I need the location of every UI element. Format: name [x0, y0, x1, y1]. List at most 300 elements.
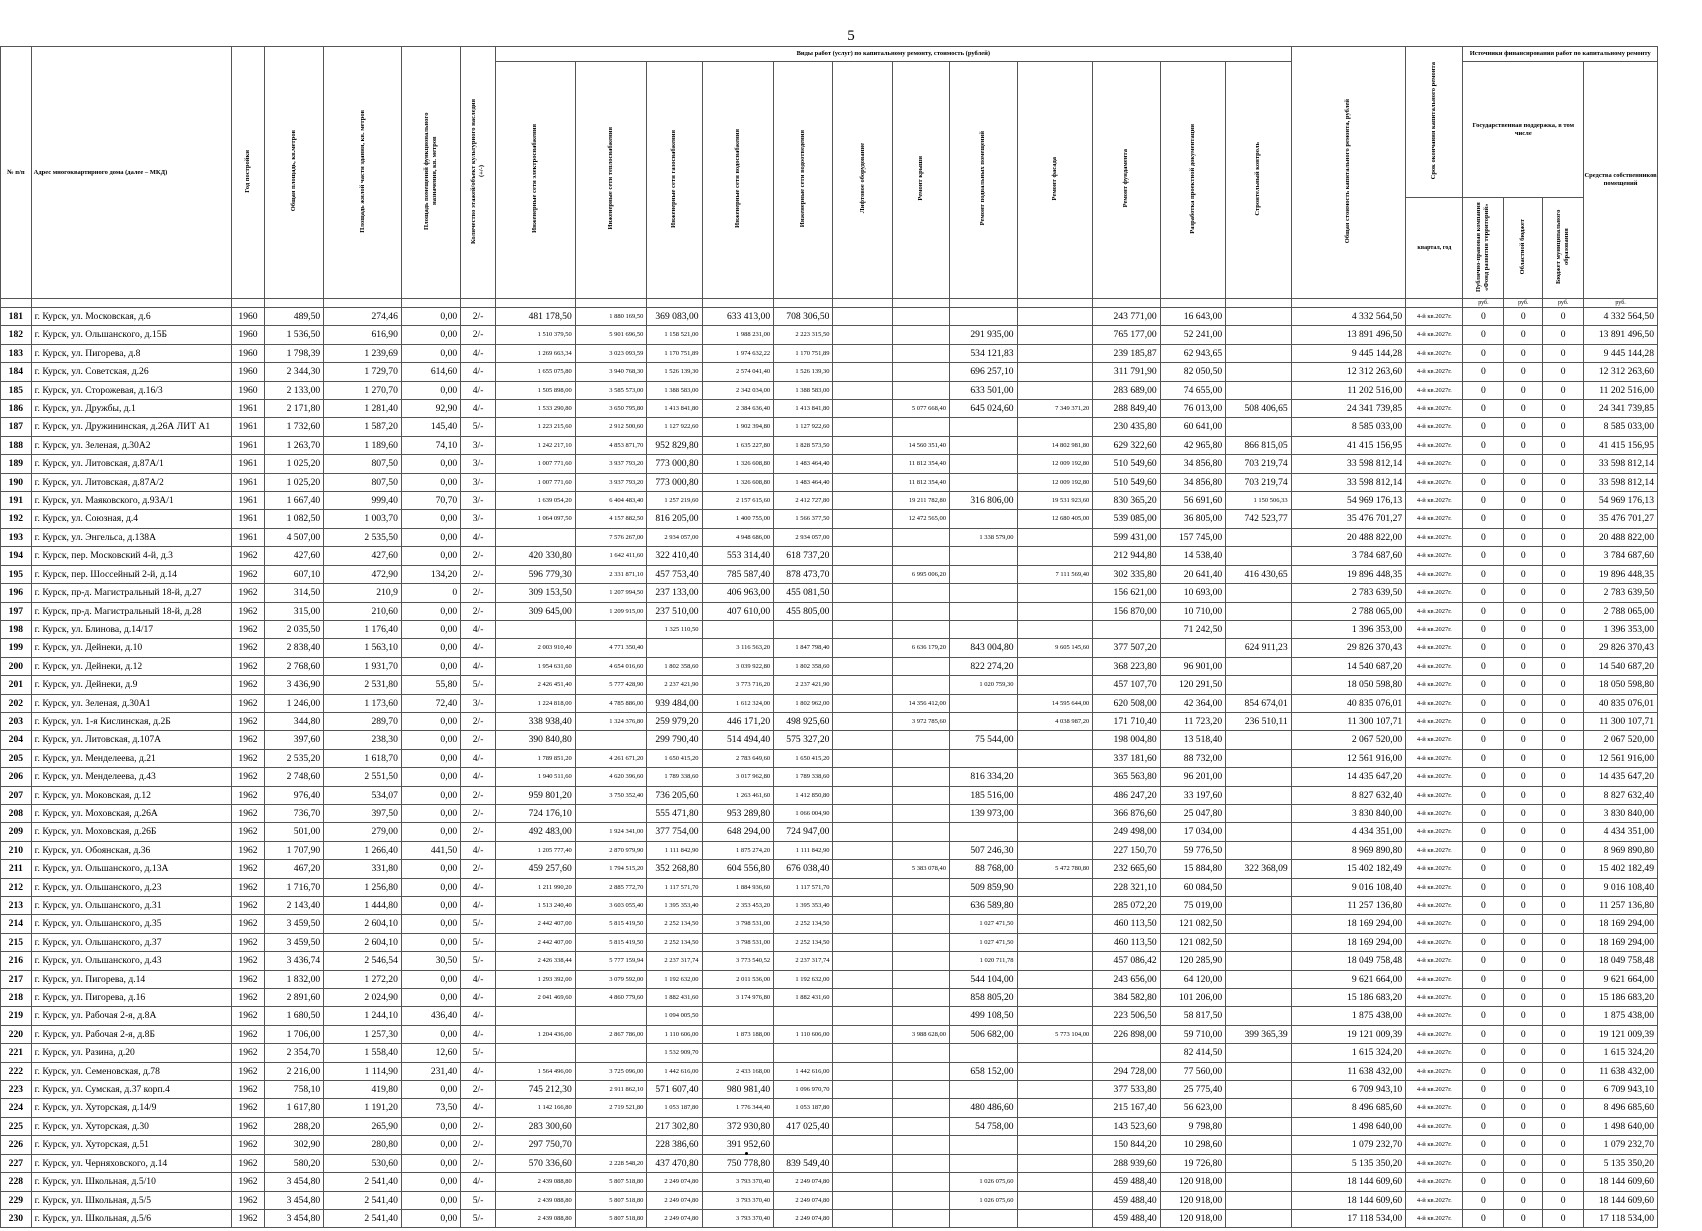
header-gas: Инженерные сети газоснабжения: [647, 62, 702, 299]
table-cell: 3 650 795,80: [575, 400, 647, 418]
table-cell: 220: [1, 1025, 32, 1043]
table-cell: 56 623,00: [1160, 1099, 1225, 1117]
table-cell: 243 656,00: [1093, 970, 1161, 988]
table-cell: г. Курск, ул. Хуторская, д.30: [31, 1117, 231, 1135]
table-cell: 3 773 716,20: [702, 676, 774, 694]
table-cell: 212 944,80: [1093, 547, 1161, 565]
table-cell: 1962: [232, 786, 265, 804]
table-cell: 366 876,60: [1093, 804, 1161, 822]
table-cell: 75 019,00: [1160, 897, 1225, 915]
table-cell: 229: [1, 1191, 32, 1209]
table-cell: [950, 510, 1018, 528]
table-cell: 4/-: [461, 1007, 496, 1025]
table-cell: 2 143,40: [264, 897, 323, 915]
table-cell: 3 972 785,60: [892, 712, 949, 730]
table-cell: 1 902 394,80: [702, 418, 774, 436]
table-cell: 1962: [232, 565, 265, 583]
table-cell: 2 412 727,80: [774, 492, 833, 510]
table-cell: 0: [1543, 1099, 1584, 1117]
table-cell: 2/-: [461, 1081, 496, 1099]
table-cell: 708 306,50: [774, 308, 833, 326]
table-cell: 19 726,80: [1160, 1154, 1225, 1172]
table-cell: 2/-: [461, 1117, 496, 1135]
table-cell: [892, 418, 949, 436]
table-cell: 0: [1543, 712, 1584, 730]
table-cell: 5/-: [461, 915, 496, 933]
table-cell: 1 513 240,40: [495, 897, 575, 915]
table-cell: [1226, 1062, 1292, 1080]
table-cell: 0,00: [401, 823, 460, 841]
table-cell: 0,00: [401, 1154, 460, 1172]
table-cell: [1226, 1191, 1292, 1209]
table-cell: 2 354,70: [264, 1044, 323, 1062]
table-cell: 599 431,00: [1093, 528, 1161, 546]
table-cell: 854 674,01: [1226, 694, 1292, 712]
table-cell: 457 086,42: [1093, 952, 1161, 970]
table-row: [1, 639, 1658, 657]
table-cell: 1 395 353,40: [774, 897, 833, 915]
table-cell: [892, 841, 949, 859]
table-cell: [892, 952, 949, 970]
table-cell: 3 116 563,20: [702, 639, 774, 657]
table-cell: [1226, 584, 1292, 602]
table-row: [1, 952, 1658, 970]
table-cell: [1226, 528, 1292, 546]
table-cell: 4/-: [461, 620, 496, 638]
table-cell: 55,80: [401, 676, 460, 694]
table-cell: [1226, 326, 1292, 344]
table-cell: 56 691,60: [1160, 492, 1225, 510]
table-cell: 976,40: [264, 786, 323, 804]
table-cell: 3 773 540,52: [702, 952, 774, 970]
table-cell: 283 689,00: [1093, 381, 1161, 399]
table-cell: 4 853 871,70: [575, 436, 647, 454]
table-cell: г. Курск, ул. Школьная, д.5/5: [31, 1191, 231, 1209]
table-cell: 0: [1543, 1007, 1584, 1025]
table-cell: 11 202 516,00: [1584, 381, 1658, 399]
table-cell: 0,00: [401, 915, 460, 933]
table-cell: 3 023 093,59: [575, 344, 647, 362]
table-cell: 3/-: [461, 473, 496, 491]
table-cell: г. Курск, ул. Дейнеки, д.10: [31, 639, 231, 657]
table-cell: 417 025,40: [774, 1117, 833, 1135]
table-cell: 0: [1463, 308, 1504, 326]
table-cell: 17 118 534,00: [1291, 1209, 1406, 1227]
table-cell: 2 157 615,60: [702, 492, 774, 510]
table-cell: 377 754,00: [647, 823, 702, 841]
table-cell: 12 561 916,00: [1584, 749, 1658, 767]
table-cell: 18 049 758,48: [1584, 952, 1658, 970]
table-cell: [833, 989, 892, 1007]
table-row: [1, 915, 1658, 933]
table-cell: 221: [1, 1044, 32, 1062]
table-cell: 830 365,20: [1093, 492, 1161, 510]
table-cell: 1 117 571,70: [774, 878, 833, 896]
table-cell: 0: [1543, 639, 1584, 657]
table-cell: 0,00: [401, 455, 460, 473]
table-cell: 4-й кв.2027г.: [1406, 768, 1463, 786]
table-cell: 1 272,20: [324, 970, 402, 988]
table-cell: 0: [1463, 897, 1504, 915]
table-cell: 11 812 354,40: [892, 455, 949, 473]
table-cell: г. Курск, ул. Школьная, д.5/6: [31, 1209, 231, 1227]
table-cell: [950, 436, 1018, 454]
table-cell: 0: [1504, 547, 1543, 565]
table-cell: 35 476 701,27: [1291, 510, 1406, 528]
table-cell: 145,40: [401, 418, 460, 436]
table-cell: 5 383 078,40: [892, 860, 949, 878]
table-cell: 1 027 471,50: [950, 933, 1018, 951]
header-heat: Инженерные сети теплоснабжения: [575, 62, 647, 299]
table-cell: [1017, 749, 1093, 767]
table-cell: 0: [1463, 804, 1504, 822]
table-cell: 25 775,40: [1160, 1081, 1225, 1099]
table-cell: 8 827 632,40: [1291, 786, 1406, 804]
table-cell: 4/-: [461, 363, 496, 381]
table-cell: 3 940 768,30: [575, 363, 647, 381]
table-cell: 0: [1504, 712, 1543, 730]
unit-cell: [1406, 299, 1463, 308]
table-cell: 3 725 096,00: [575, 1062, 647, 1080]
unit-cell: [495, 299, 575, 308]
table-cell: 0: [1504, 1099, 1543, 1117]
table-cell: 397,50: [324, 804, 402, 822]
table-cell: [774, 1136, 833, 1154]
table-cell: [892, 768, 949, 786]
table-cell: 1962: [232, 952, 265, 970]
unit-cell: [702, 299, 774, 308]
table-cell: г. Курск, ул. Ольшанского, д.43: [31, 952, 231, 970]
table-cell: 2 783 649,60: [702, 749, 774, 767]
table-cell: [892, 749, 949, 767]
table-cell: г. Курск, ул. Черняховского, д.14: [31, 1154, 231, 1172]
table-cell: 2 249 074,80: [774, 1173, 833, 1191]
table-cell: [1017, 731, 1093, 749]
table-cell: 4/-: [461, 970, 496, 988]
table-cell: 74 655,00: [1160, 381, 1225, 399]
table-cell: 2 171,80: [264, 400, 323, 418]
table-cell: 0: [1504, 676, 1543, 694]
table-cell: 18 049 758,48: [1291, 952, 1406, 970]
table-cell: 4-й кв.2027г.: [1406, 473, 1463, 491]
table-cell: [833, 768, 892, 786]
table-cell: 1 007 771,60: [495, 455, 575, 473]
table-cell: [833, 823, 892, 841]
table-cell: [892, 989, 949, 1007]
table-cell: [950, 547, 1018, 565]
table-cell: 302 335,80: [1093, 565, 1161, 583]
table-cell: 193: [1, 528, 32, 546]
table-cell: 2 891,60: [264, 989, 323, 1007]
table-cell: 0: [1504, 455, 1543, 473]
table-cell: 14 435 647,20: [1584, 768, 1658, 786]
table-cell: [892, 344, 949, 362]
table-cell: 0: [1463, 547, 1504, 565]
table-cell: 18 169 294,00: [1291, 933, 1406, 951]
table-cell: 4/-: [461, 344, 496, 362]
table-cell: [1226, 933, 1292, 951]
table-cell: г. Курск, ул. Пигорева, д.14: [31, 970, 231, 988]
table-cell: 2 788 065,00: [1291, 602, 1406, 620]
table-cell: 437 470,80: [647, 1154, 702, 1172]
table-cell: [950, 694, 1018, 712]
table-cell: [950, 584, 1018, 602]
unit-cell: [575, 299, 647, 308]
table-cell: 1 729,70: [324, 363, 402, 381]
table-cell: 1 789 338,60: [647, 768, 702, 786]
table-cell: [1017, 326, 1093, 344]
table-cell: 2 541,40: [324, 1191, 402, 1209]
header-roof: Ремонт крыши: [892, 62, 949, 299]
table-cell: 2/-: [461, 308, 496, 326]
table-cell: 0,00: [401, 768, 460, 786]
table-cell: 299 790,40: [647, 731, 702, 749]
table-cell: 0: [1463, 381, 1504, 399]
table-cell: [892, 1117, 949, 1135]
table-cell: 54 758,00: [950, 1117, 1018, 1135]
table-cell: г. Курск, ул. 1-я Кислинская, д.2Б: [31, 712, 231, 730]
table-cell: 1 635 227,80: [702, 436, 774, 454]
table-cell: 4 620 396,60: [575, 768, 647, 786]
table-cell: 3 937 793,20: [575, 455, 647, 473]
table-cell: 0: [1463, 436, 1504, 454]
table-cell: 2 551,50: [324, 768, 402, 786]
table-cell: 4-й кв.2027г.: [1406, 584, 1463, 602]
table-row: [1, 1209, 1658, 1227]
table-cell: 0: [1463, 400, 1504, 418]
table-cell: 1 326 608,80: [702, 455, 774, 473]
unit-cell: [774, 299, 833, 308]
table-cell: 352 268,80: [647, 860, 702, 878]
table-cell: 0: [1543, 1136, 1584, 1154]
table-cell: 14 435 647,20: [1291, 768, 1406, 786]
table-cell: г. Курск, пр-д. Магистральный 18-й, д.27: [31, 584, 231, 602]
table-cell: [892, 933, 949, 951]
table-cell: 0: [1463, 970, 1504, 988]
table-cell: 219: [1, 1007, 32, 1025]
table-cell: г. Курск, ул. Зеленая, д.30А2: [31, 436, 231, 454]
table-cell: [892, 1136, 949, 1154]
table-cell: [1226, 970, 1292, 988]
table-cell: 0: [1543, 1025, 1584, 1043]
table-cell: 24 341 739,85: [1584, 400, 1658, 418]
table-cell: 42 364,00: [1160, 694, 1225, 712]
table-cell: 614,60: [401, 363, 460, 381]
table-cell: 2 546,54: [324, 952, 402, 970]
table-cell: 0: [1463, 1025, 1504, 1043]
table-cell: 2 041 469,60: [495, 989, 575, 1007]
table-cell: 0: [1543, 1154, 1584, 1172]
table-cell: 1 802 358,60: [647, 657, 702, 675]
table-cell: 0: [1504, 970, 1543, 988]
table-cell: 2 024,90: [324, 989, 402, 1007]
table-cell: 2 344,30: [264, 363, 323, 381]
table-cell: 0: [1543, 528, 1584, 546]
table-cell: 0: [1463, 1136, 1504, 1154]
table-cell: 773 000,80: [647, 455, 702, 473]
table-cell: 322 410,40: [647, 547, 702, 565]
table-cell: 6 636 179,20: [892, 639, 949, 657]
table-cell: 4-й кв.2027г.: [1406, 786, 1463, 804]
table-cell: 11 638 432,00: [1584, 1062, 1658, 1080]
table-cell: [1017, 344, 1093, 362]
header-design: Разработка проектной документации: [1160, 62, 1225, 299]
table-cell: 224: [1, 1099, 32, 1117]
table-cell: 4-й кв.2027г.: [1406, 823, 1463, 841]
table-cell: 3 793 370,40: [702, 1191, 774, 1209]
table-cell: 4 261 671,20: [575, 749, 647, 767]
table-cell: 0,00: [401, 1117, 460, 1135]
table-cell: [1017, 1173, 1093, 1191]
table-cell: 4 860 779,60: [575, 989, 647, 1007]
table-cell: 0: [1504, 878, 1543, 896]
header-total-area: Общая площадь, кв.метров: [264, 47, 323, 299]
table-cell: 4-й кв.2027г.: [1406, 657, 1463, 675]
table-cell: 2 439 088,80: [495, 1173, 575, 1191]
table-cell: 0: [1463, 1062, 1504, 1080]
table-cell: 0: [1543, 786, 1584, 804]
table-cell: 0: [1463, 473, 1504, 491]
table-cell: [833, 308, 892, 326]
table-cell: г. Курск, ул. Дружининская, д.26А ЛИТ А1: [31, 418, 231, 436]
table-cell: 427,60: [264, 547, 323, 565]
table-cell: 1 940 511,60: [495, 768, 575, 786]
table-cell: 17 118 534,00: [1584, 1209, 1658, 1227]
table-cell: 2 439 088,80: [495, 1209, 575, 1227]
table-cell: 2 541,40: [324, 1173, 402, 1191]
table-cell: 29 826 370,43: [1291, 639, 1406, 657]
table-cell: 0: [1463, 749, 1504, 767]
table-cell: [1226, 952, 1292, 970]
unit-cell: [232, 299, 265, 308]
table-cell: 2 541,40: [324, 1209, 402, 1227]
table-cell: [1226, 897, 1292, 915]
table-cell: 192: [1, 510, 32, 528]
table-cell: 4-й кв.2027г.: [1406, 1025, 1463, 1043]
table-cell: 1962: [232, 1044, 265, 1062]
table-cell: 953 289,80: [702, 804, 774, 822]
table-cell: 4-й кв.2027г.: [1406, 344, 1463, 362]
table-cell: 18 169 294,00: [1584, 915, 1658, 933]
table-cell: 1961: [232, 492, 265, 510]
table-cell: 14 560 351,40: [892, 436, 949, 454]
table-cell: 2 067 520,00: [1291, 731, 1406, 749]
table-cell: [1226, 731, 1292, 749]
table-cell: 460 113,50: [1093, 915, 1161, 933]
table-cell: 18 050 598,80: [1291, 676, 1406, 694]
table-row: [1, 712, 1658, 730]
table-cell: [833, 418, 892, 436]
table-cell: 14 538,40: [1160, 547, 1225, 565]
table-row: [1, 528, 1658, 546]
table-cell: 1 442 616,00: [774, 1062, 833, 1080]
table-cell: 0: [1463, 676, 1504, 694]
table-cell: 121 082,50: [1160, 933, 1225, 951]
table-cell: 377 507,20: [1093, 639, 1161, 657]
table-cell: 1 007 771,60: [495, 473, 575, 491]
table-cell: 143 523,60: [1093, 1117, 1161, 1135]
table-cell: 1961: [232, 400, 265, 418]
table-cell: 2 353 453,20: [702, 897, 774, 915]
table-cell: 1962: [232, 584, 265, 602]
table-cell: 1960: [232, 344, 265, 362]
table-cell: 1 802 962,00: [774, 694, 833, 712]
table-cell: 508 406,65: [1226, 400, 1292, 418]
table-cell: 0: [1463, 1099, 1504, 1117]
table-cell: 2 885 772,70: [575, 878, 647, 896]
table-row: [1, 989, 1658, 1007]
table-cell: 0: [1504, 952, 1543, 970]
table-cell: 460 113,50: [1093, 933, 1161, 951]
table-cell: 5 901 696,50: [575, 326, 647, 344]
table-cell: 0: [1504, 915, 1543, 933]
table-cell: 5/-: [461, 676, 496, 694]
table-cell: 1 498 640,00: [1291, 1117, 1406, 1135]
table-cell: 8 585 033,00: [1584, 418, 1658, 436]
table-cell: 2 228 548,20: [575, 1154, 647, 1172]
table-cell: 42 965,80: [1160, 436, 1225, 454]
table-cell: 2 426 451,40: [495, 676, 575, 694]
table-cell: 19 896 448,35: [1291, 565, 1406, 583]
table-cell: 0: [1463, 1007, 1504, 1025]
table-cell: 959 801,20: [495, 786, 575, 804]
table-cell: 210: [1, 841, 32, 859]
table-cell: 4-й кв.2027г.: [1406, 841, 1463, 859]
table-cell: 0: [1463, 363, 1504, 381]
table-cell: 1 789 338,60: [774, 768, 833, 786]
table-cell: 12 680 405,00: [1017, 510, 1093, 528]
table-cell: [833, 841, 892, 859]
table-cell: 54 969 176,13: [1584, 492, 1658, 510]
table-cell: 481 178,50: [495, 308, 575, 326]
table-cell: 11 257 136,80: [1291, 897, 1406, 915]
table-cell: 8 969 890,80: [1584, 841, 1658, 859]
table-cell: 843 004,80: [950, 639, 1018, 657]
table-cell: [1017, 970, 1093, 988]
table-cell: 648 294,00: [702, 823, 774, 841]
table-cell: 228: [1, 1173, 32, 1191]
table-row: [1, 455, 1658, 473]
table-cell: 6 404 483,40: [575, 492, 647, 510]
table-cell: 0: [1504, 731, 1543, 749]
table-cell: г. Курск, ул. Семеновская, д.78: [31, 1062, 231, 1080]
table-cell: 0: [1504, 1062, 1543, 1080]
table-cell: 0: [1504, 344, 1543, 362]
table-cell: 2 237 317,74: [774, 952, 833, 970]
table-cell: 1 974 632,22: [702, 344, 774, 362]
table-cell: 1 483 464,40: [774, 473, 833, 491]
header-facade: Ремонт фасада: [1017, 62, 1093, 299]
table-row: [1, 620, 1658, 638]
table-cell: [1226, 1173, 1292, 1191]
table-cell: 0: [1463, 455, 1504, 473]
table-cell: 4-й кв.2027г.: [1406, 418, 1463, 436]
table-cell: 25 047,80: [1160, 804, 1225, 822]
table-cell: [702, 620, 774, 638]
table-cell: 390 840,80: [495, 731, 575, 749]
table-cell: 1 170 751,89: [774, 344, 833, 362]
table-cell: 8 827 632,40: [1584, 786, 1658, 804]
table-cell: г. Курск, ул. Хуторская, д.51: [31, 1136, 231, 1154]
table-cell: 18 144 609,60: [1584, 1191, 1658, 1209]
table-cell: 1 192 632,00: [647, 970, 702, 988]
table-cell: 9 621 664,00: [1291, 970, 1406, 988]
table-cell: 1 650 415,20: [774, 749, 833, 767]
table-cell: 1 117 571,70: [647, 878, 702, 896]
table-cell: 1 079 232,70: [1291, 1136, 1406, 1154]
table-cell: 1962: [232, 749, 265, 767]
table-cell: [833, 1136, 892, 1154]
